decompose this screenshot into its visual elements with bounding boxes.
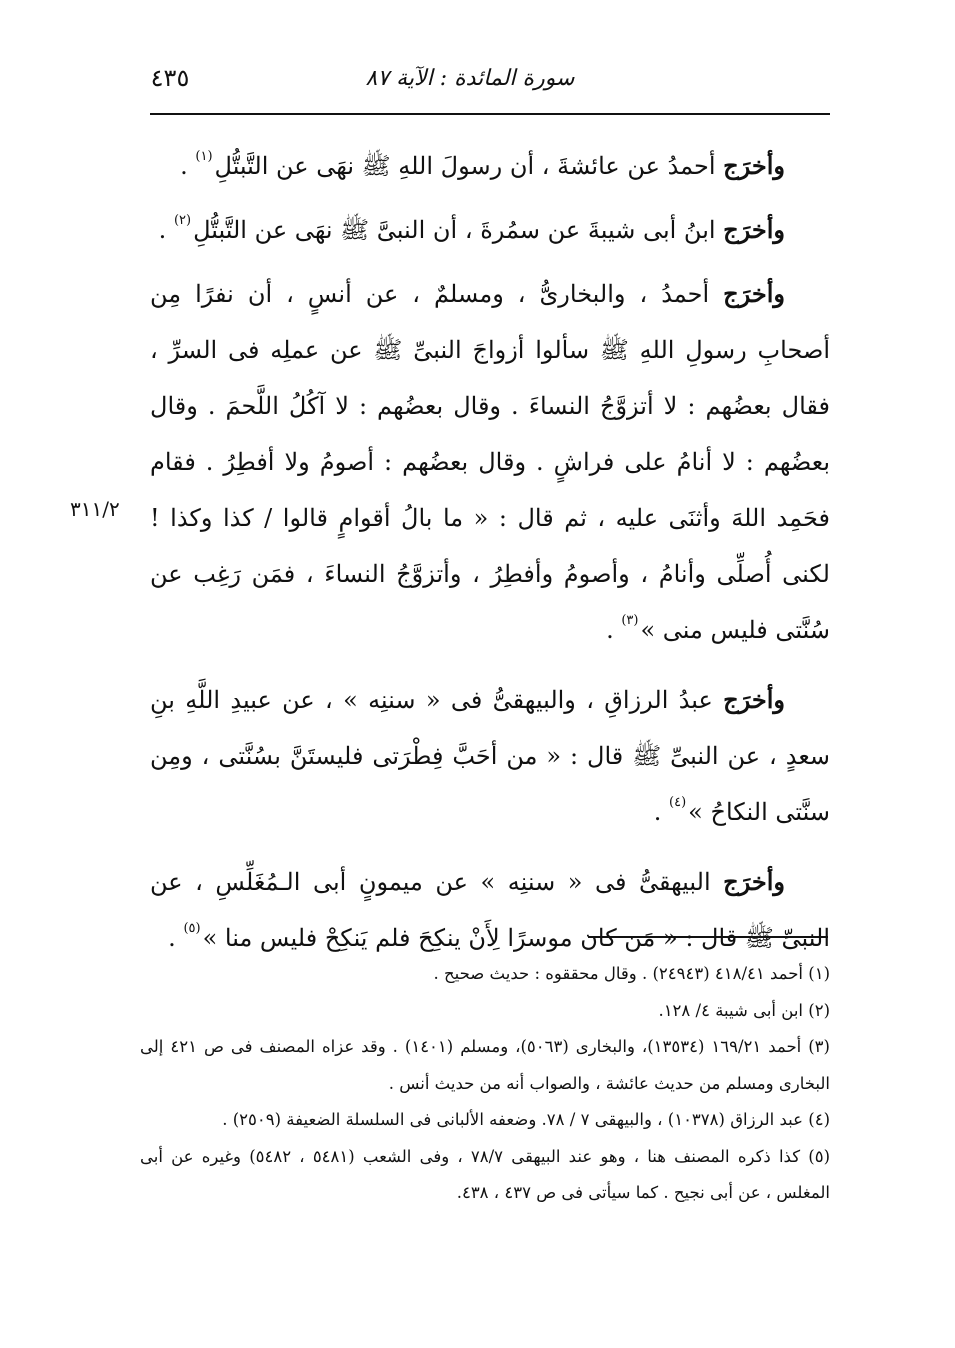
footnote-3: (٣) أحمد ١٦٩/٢١ (١٣٥٣٤)، والبخارى (٥٠٦٣)، ومسلم (١٤٠١) . وقد عزاه المصنف فى ص ٤٢١ إلى البخارى ومسلم من حديث عائشة ، والصواب أنه من حديث أنس . [140, 1037, 830, 1093]
footnote-marker: (٢) [173, 213, 192, 228]
running-header-title: سورة المائدة : الآية ٨٧ [365, 66, 575, 91]
paragraph-text: البيهقىُّ فى « سننِه » عن ميمونٍ أبى الـمُغَلِّسِ ، عن النبىِّ ﷺ قال : « مَن كان موسرًا لِأَنْ ينكِحَ فلم يَنكِحْ فليس منا » [150, 868, 830, 952]
paragraph-end: . [606, 616, 622, 644]
margin-volume-page-ref: ٣١١/٢ [70, 497, 120, 521]
paragraph-lead-word: وأخرَج [723, 279, 785, 308]
paragraph-lead-word: وأخرَج [723, 867, 785, 896]
paragraph-lead-word: وأخرَج [723, 215, 785, 244]
paragraph-lead-word: وأخرَج [723, 685, 785, 714]
paragraph-end: . [180, 152, 196, 180]
paragraph-text: أحمدُ عن عائشةَ ، أن رسولَ اللهِ ﷺ نهَى عن التَّبتُّلِ [214, 152, 724, 180]
paragraph-text: أحمدُ ، والبخارىُّ ، ومسلمٌ ، عن أنسٍ ، أن نفرًا مِن أصحابِ رسولِ اللهِ ﷺ سألوا أزواجَ النبىِّ ﷺ عن عملِه فى السرِّ ، فقال بعضُهم : لا أتزوَّجُ النساءَ . وقال بعضُهم : لا آكُلُ اللَّحمَ . وقال بعضُهم : لا أنامُ على فراشٍ . وقال بعضُهم : أصومُ ولا أفطِرُ . فقام فحَمِد اللهَ وأثنَى عليه ، ثم قال : « ما بالُ أقوامٍ قالوا / كذا وكذا ! لكنى أُصلِّى وأنامُ ، وأصومُ وأفطِرُ ، وأتزوَّجُ النساءَ ، فمَن رَغِب عن سُنَّتى فليس منى » [150, 280, 830, 644]
paragraph-1 [150, 138, 830, 194]
header-divider [150, 113, 830, 115]
footnote-marker: (٤) [669, 795, 687, 810]
footnotes [140, 956, 830, 1212]
footnote-marker: (١) [195, 149, 213, 164]
footnote-marker: (٥) [183, 921, 201, 936]
paragraph-2 [150, 202, 830, 258]
footnote-1: (١) أحمد ٤١٨/٤١ (٢٤٩٤٣) . وقال محققوه : حديث صحيح . [433, 964, 830, 983]
footnote-marker: (٣) [621, 613, 639, 628]
footnote-2: (٢) ابن أبى شيبة ٤/ ١٢٨. [658, 1000, 830, 1020]
page-number: ٤٣٥ [150, 64, 190, 92]
paragraph-end: . [168, 924, 184, 952]
paragraph-text: ابنُ أبى شيبةَ عن سمُرةَ ، أن النبىَّ ﷺ نهَى عن التَّبتُّلِ [193, 216, 724, 244]
main-text [150, 138, 830, 966]
paragraph-3 [150, 266, 830, 658]
footnote-4: (٤) عبد الرزاق (١٠٣٧٨) ، والبيهقى ٧ / ٧٨. وضعفه الألبانى فى السلسلة الضعيفة (٢٥٠٩) . [222, 1110, 830, 1129]
paragraph-text: عبدُ الرزاقِ ، والبيهقىُّ فى « سننِه » ، عن عبيدِ اللَّهِ بنِ سعدٍ ، عن النبىِّ ﷺ قال : « من أحَبَّ فِطْرَتى فليستَنَّ بسُنَّتى ، ومِن سنَّتى النكاحُ » [150, 686, 830, 826]
paragraph-lead-word: وأخرَج [723, 151, 785, 180]
paragraph-4 [150, 672, 830, 840]
paragraph-5 [150, 854, 830, 966]
footnote-5: (٥) كذا ذكره المصنف هنا ، وهو عند البيهقى ٧٨/٧ ، وفى الشعب (٥٤٨١ ، ٥٤٨٢) وغيره عن أبى المغلس ، عن أبى نجيح . كما سيأتى فى ص ٤٣٧ ، ٤٣٨. [140, 1146, 830, 1202]
paragraph-end: . [158, 216, 174, 244]
footnote-divider [588, 936, 828, 938]
paragraph-end: . [653, 798, 670, 826]
